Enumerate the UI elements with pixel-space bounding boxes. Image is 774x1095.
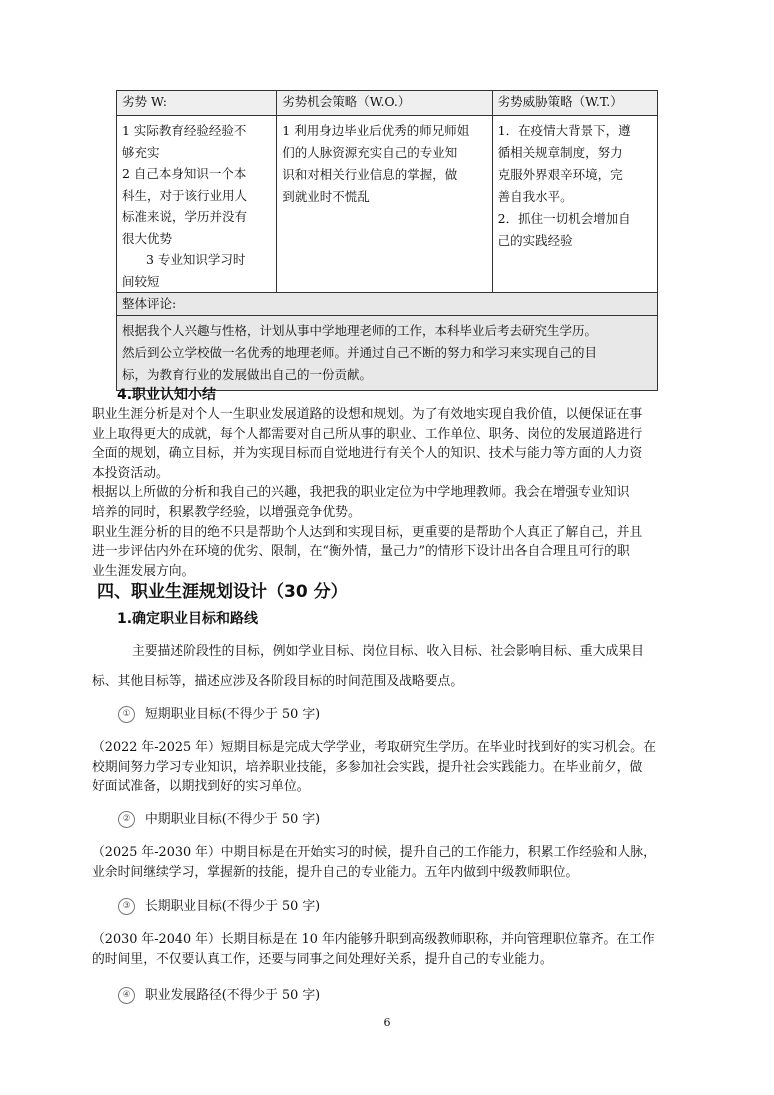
circled-number: ②	[118, 811, 135, 828]
text-line: 进一步评估内外在环境的优劣、限制，在“衡外情，量己力”的情形下设计出各自合理且可行的职	[92, 544, 630, 560]
circled-number: ④	[118, 987, 135, 1004]
page-number: 6	[383, 1016, 391, 1029]
table-header-row	[117, 91, 658, 116]
text-line: 主要描述阶段性的目标，例如学业目标、岗位目标、收入目标、社会影响目标、重大成果目	[132, 644, 644, 659]
text-line: 职业生涯分析的目的绝不只是帮助个人达到和实现目标，更重要的是帮助个人真正了解自己，并且	[92, 524, 643, 540]
overall-comment-cell	[117, 316, 658, 391]
chapter-heading: 四、职业生涯规划设计（30 分）	[97, 582, 348, 602]
text-line: 培养的同时，积累教学经验，以增强竞争优势。	[92, 504, 361, 520]
cell-line: 然后到公立学校做一名优秀的地理老师。并通过自己不断的努力和学习来实现自己的目	[122, 345, 598, 360]
item-label: 中期职业目标(不得少于 50 字)	[145, 812, 321, 827]
wo-strategy-cell	[277, 116, 492, 293]
cell-line: 很大优势	[122, 230, 173, 246]
weakness-cell	[117, 116, 277, 293]
text-line: 职业生涯分析是对个人一生职业发展道路的设想和规划。为了有效地实现自我价值，以便保证在事	[92, 407, 643, 422]
cell-line: 2 自己本身知识一个本	[122, 166, 247, 181]
goal-item-label	[118, 984, 320, 1004]
overall-label-cell: 整体评论:	[117, 293, 658, 316]
goal-item-label	[118, 895, 320, 915]
cell-line: 识和对相关行业信息的掌握，做	[282, 167, 458, 182]
cell-line: 3 专业知识学习时	[146, 252, 246, 267]
paragraph	[92, 405, 692, 581]
cell-line: 己的实践经验	[497, 233, 573, 248]
text-line: （2025 年-2030 年）中期目标是在开始实习的时候，提升自己的工作能力，积累工作经验和人脉，	[92, 845, 656, 860]
section-heading: 4.职业认知小结	[117, 387, 217, 403]
goal-paragraph	[92, 930, 692, 969]
item-label: 职业发展路径(不得少于 50 字)	[145, 988, 321, 1003]
text-line: 业生涯发展方向。	[92, 563, 195, 579]
table-row	[117, 293, 658, 316]
table-row	[117, 316, 658, 391]
cell-line: 标准来说，学历并没有	[122, 209, 248, 224]
goal-paragraph	[92, 843, 692, 882]
cell-line: 们的人脉资源充实自己的专业知	[282, 145, 458, 160]
swot-table	[116, 90, 658, 391]
circled-number: ③	[118, 898, 135, 915]
table-row	[117, 116, 658, 293]
cell-line: 科生，对于该行业用人	[122, 187, 248, 203]
cell-line: 间较短	[122, 273, 160, 289]
text-line: 本投资活动。	[92, 465, 169, 481]
wt-strategy-cell	[492, 116, 657, 293]
text-line: 好面试准备，以期找到好的实习单位。	[92, 779, 310, 795]
text-line: 业上取得更大的成就，每个人都需要对自己所从事的职业、工作单位、职务、岗位的发展道路进行	[92, 426, 643, 442]
cell-line: 善自我水平。	[497, 189, 573, 204]
subsection-heading: 1.确定职业目标和路线	[117, 611, 259, 627]
cell-line: 循相关规章制度，努力	[497, 145, 623, 160]
text-line: 全面的规划，确立目标，并为实现目标而自觉地进行有关个人的知识、技术与能力等方面的人力资	[92, 446, 643, 462]
text-line: （2022 年-2025 年）短期目标是完成大学学业，考取研究生学历。在毕业时找到好的实习机会。在	[92, 740, 656, 755]
cell-line: 标，为教育行业的发展做出自己的一份贡献。	[122, 367, 373, 382]
cell-line: 2．抓住一切机会增加自	[497, 211, 631, 226]
cell-line: 够充实	[122, 144, 160, 160]
cell-line: 1．在疫情大背景下，遵	[497, 123, 631, 138]
text-line: 的时间里，不仅要认真工作，还要与同事之间处理好关系，提升自己的专业能力。	[92, 951, 553, 967]
text-line: 校期间努力学习专业知识，培养职业技能，多参加社会实践，提升社会实践能力。在毕业前夕，做	[92, 759, 643, 775]
cell-line: 克服外界艰辛环境，完	[497, 167, 623, 182]
header-cell: 劣势威胁策略（W.T.）	[492, 91, 657, 116]
cell-line: 根据我个人兴趣与性格，计划从事中学地理老师的工作，本科毕业后考去研究生学历。	[122, 323, 598, 338]
header-cell: 劣势 W:	[117, 91, 277, 116]
text-line: 业余时间继续学习，掌握新的技能，提升自己的专业能力。五年内做到中级教师职位。	[92, 864, 579, 880]
goal-item-label	[118, 808, 320, 828]
text-line: 根据以上所做的分析和我自己的兴趣，我把我的职业定位为中学地理教师。我会在增强专业知识	[92, 485, 630, 501]
item-label: 长期职业目标(不得少于 50 字)	[145, 899, 321, 914]
cell-line: 1 利用身边毕业后优秀的师兄师姐	[282, 123, 470, 138]
goal-paragraph	[92, 738, 692, 797]
header-cell: 劣势机会策略（W.O.）	[277, 91, 492, 116]
cell-line: 到就业时不慌乱	[282, 189, 370, 204]
goal-item-label	[118, 703, 320, 723]
text-line: （2030 年-2040 年）长期目标是在 10 年内能够升职到高级教师职称，并向管理职位靠齐。在工作	[92, 932, 655, 947]
circled-number: ①	[118, 706, 135, 723]
text-line: 标、其他目标等，描述应涉及各阶段目标的时间范围及战略要点。	[92, 674, 464, 689]
item-label: 短期职业目标(不得少于 50 字)	[145, 707, 321, 722]
intro-paragraph	[92, 637, 692, 697]
cell-line: 1 实际教育经验经验不	[122, 123, 247, 138]
